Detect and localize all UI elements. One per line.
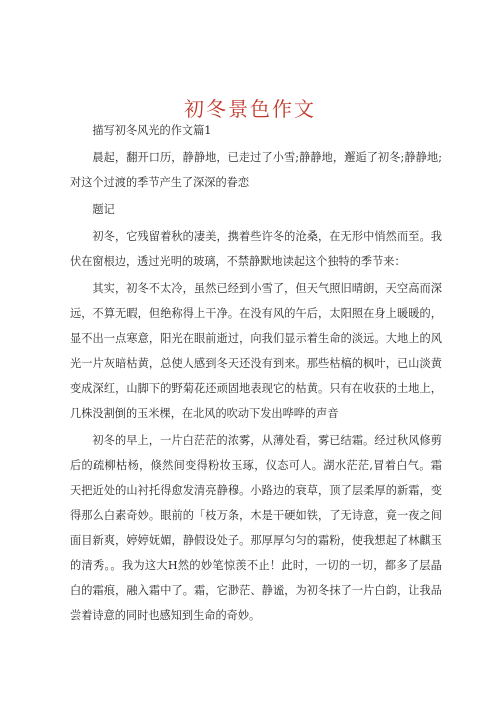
paragraph: 初冬，它残留着秋的凄美，携着些许冬的沧桑，在无形中悄然而至。我伏在窗根边，透过光明的玻璃，不禁静默地读起这个独特的季节来： bbox=[70, 230, 442, 268]
paragraph: 初冬的早上，一片白茫茫的浓雾，从薄处看，雾已结霜。经过秋风修剪后的疏柳枯杨，倏然间变得粉妆玉琢，仪态可人。湖水茫茫,冒着白气。霜天把近处的山衬托得愈发清亮静穆。小路边的衰草，顶了层柔厚的新霜，变得那么白素奇妙。眼前的「枝万条，木是干硬如铁，了无诗意，竟一夜之间面目新爽，婷婷妩媚，静假设处子。那厚厚匀匀的霜粉，使我想起了林麒玉的清秀。。我为这大H然的妙笔惊羡不止！此时，一切的一切，都多了层晶白的霜痕，融入霜中了。霜，它渺茫、静谧，为初冬抹了一片白韵，让我品尝着诗意的同时也感知到生命的奇妙。 bbox=[70, 434, 442, 622]
paragraph: 其实，初冬不太冷，虽然已经到小雪了，但天气照旧晴朗，天空高而深远，不算无暇，但绝称得上干净。在没有风的午后，太阳照在身上暖暖的，显不出一点寒意，阳光在眼前逝过，向我们显示着生命的淡远。大地上的风光一片灰暗枯黄，总使人感到冬天还没有到来。那些枯槁的枫叶，已山淡黄变成深红，山脚下的野菊花还顽固地表现它的枯黄。只有在收获的土地上，几株没割倒的玉米棵，在北风的吹动下发出哗哗的声音 bbox=[70, 282, 442, 420]
section-heading: 描写初冬风光的作文篇1 bbox=[92, 124, 212, 137]
document-body bbox=[70, 118, 442, 630]
epigraph-label: 题记 bbox=[92, 203, 115, 216]
document-title: 初冬景色作文 bbox=[184, 97, 316, 122]
paragraph: 晨起，翻开口历，静静地，已走过了小雪;静静地，邂逅了初冬;静静地;对这个过渡的季节产生了深深的眷恋 bbox=[70, 151, 442, 189]
